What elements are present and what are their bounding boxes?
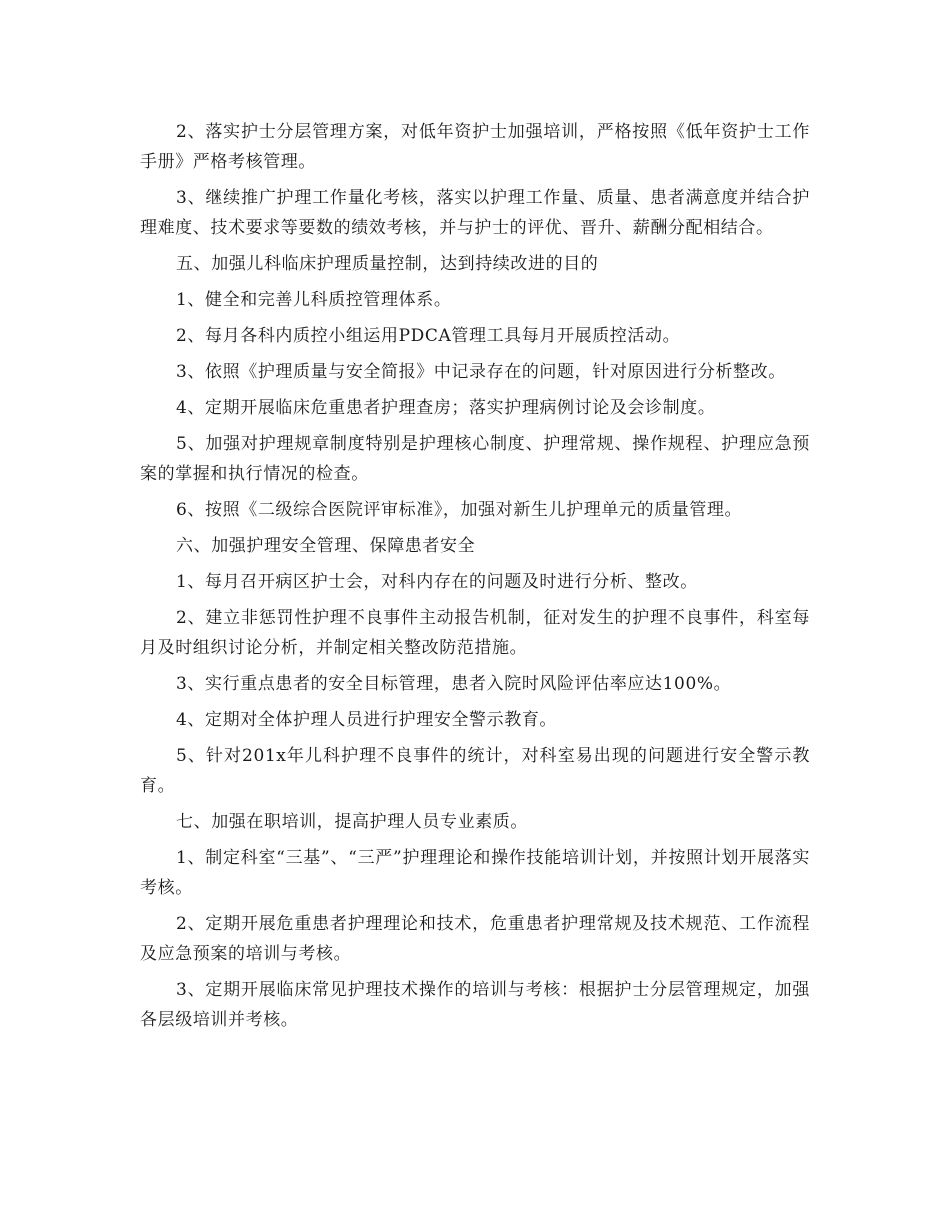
paragraph: 2、建立非惩罚性护理不良事件主动报告机制，征对发生的护理不良事件，科室每月及时组织讨论分析，并制定相关整改防范措施。 (140, 608, 810, 658)
paragraph: 1、制定科室“三基”、“三严”护理理论和操作技能培训计划，并按照计划开展落实考核。 (140, 848, 810, 898)
paragraph: 2、每月各科内质控小组运用PDCA管理工具每月开展质控活动。 (176, 326, 681, 346)
paragraph: 3、实行重点患者的安全目标管理，患者入院时风险评估率应达100%。 (176, 674, 732, 694)
document-body (140, 117, 810, 1041)
section-heading: 七、加强在职培训，提高护理人员专业素质。 (176, 812, 528, 832)
paragraph: 3、依照《护理质量与安全简报》中记录存在的问题，针对原因进行分析整改。 (176, 362, 786, 382)
paragraph: 4、定期开展临床危重患者护理查房；落实护理病例讨论及会诊制度。 (176, 398, 716, 418)
paragraph: 5、针对201x年儿科护理不良事件的统计，对科室易出现的问题进行安全警示教育。 (140, 746, 810, 796)
paragraph: 2、定期开展危重患者护理理论和技术，危重患者护理常规及技术规范、工作流程及应急预案的培训与考核。 (140, 914, 810, 964)
paragraph: 3、继续推广护理工作量化考核，落实以护理工作量、质量、患者满意度并结合护理难度、技术要求等要数的绩效考核，并与护士的评优、晋升、薪酬分配相结合。 (140, 188, 810, 238)
paragraph: 6、按照《二级综合医院评审标准》，加强对新生儿护理单元的质量管理。 (176, 500, 743, 520)
paragraph: 1、健全和完善儿科质控管理体系。 (176, 290, 452, 310)
paragraph: 1、每月召开病区护士会，对科内存在的问题及时进行分析、整改。 (176, 572, 698, 592)
paragraph: 5、加强对护理规章制度特别是护理核心制度、护理常规、操作规程、护理应急预案的掌握和执行情况的检查。 (140, 434, 810, 484)
paragraph: 4、定期对全体护理人员进行护理安全警示教育。 (176, 710, 558, 730)
paragraph: 2、落实护士分层管理方案，对低年资护士加强培训，严格按照《低年资护士工作手册》严格考核管理。 (140, 122, 810, 172)
paragraph: 3、定期开展临床常见护理技术操作的培训与考核：根据护士分层管理规定，加强各层级培训并考核。 (140, 980, 810, 1030)
section-heading: 六、加强护理安全管理、保障患者安全 (176, 536, 476, 556)
section-heading: 五、加强儿科临床护理质量控制，达到持续改进的目的 (176, 254, 599, 274)
